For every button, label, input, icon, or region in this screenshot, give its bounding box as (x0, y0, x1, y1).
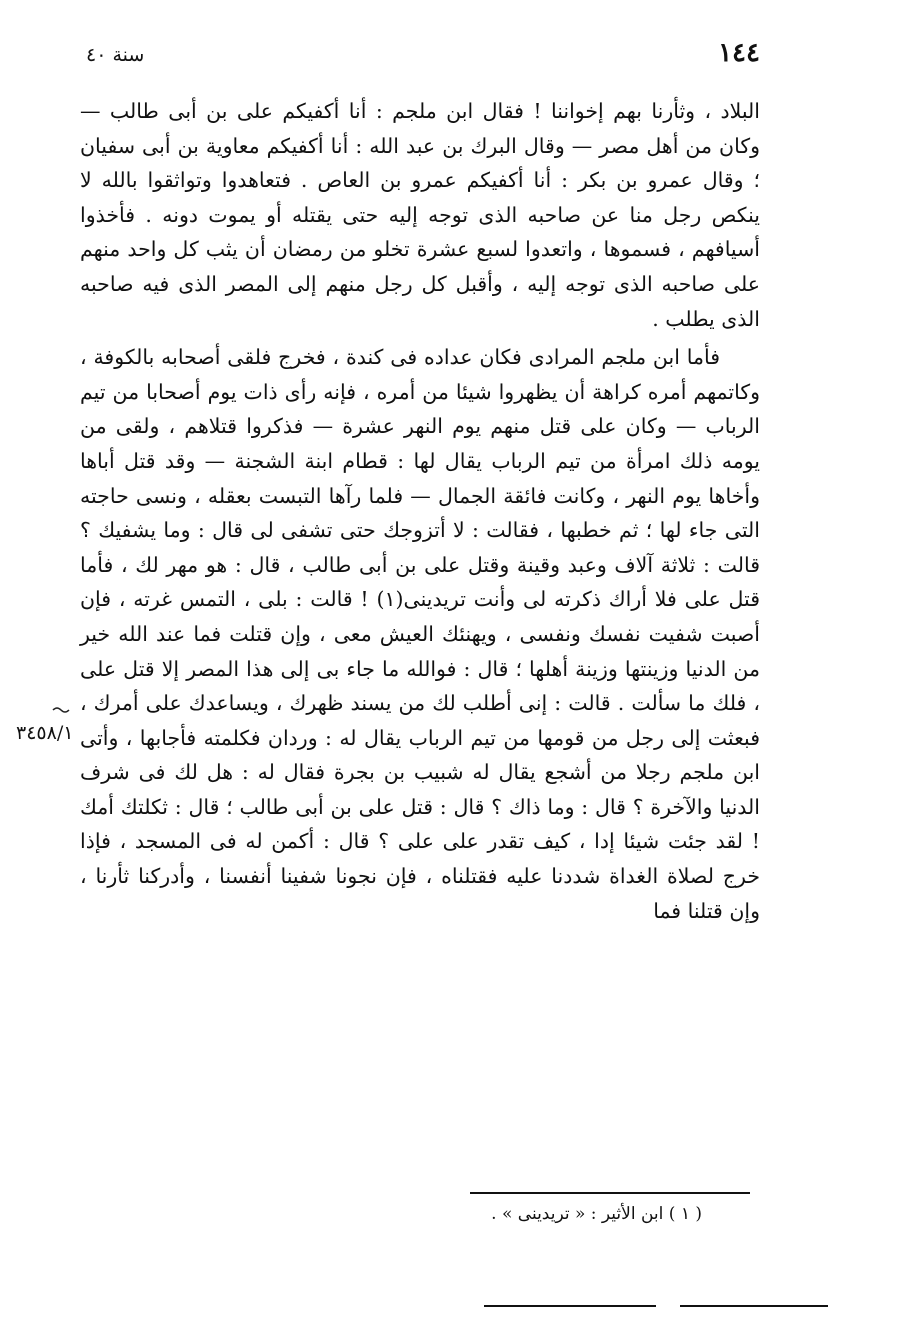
paragraph-2: فأما ابن ملجم المرادى فكان عداده فى كندة ، فخرج فلقى أصحابه بالكوفة ، وكاتمهم أمره كراهة أن يظهروا شيئا من أمره ، فإنه رأى ذات يوم أصحابا من تيم الرباب — وكان على قتل منهم يوم النهر عشرة — فذكروا قتلاهم ، ولقى من يومه ذلك امرأة من تيم الرباب يقال لها : قطام ابنة الشجنة — وقد قتل أباها وأخاها يوم النهر ، وكانت فائقة الجمال — فلما رآها التبست بعقله ، ونسى حاجته التى جاء لها ؛ ثم خطبها ، فقالت : لا أتزوجك حتى تشفى لى قال : وما يشفيك ؟ قالت : ثلاثة آلاف وعبد وقينة وقتل على بن أبى طالب ، قال : هو مهر لك ، فأما قتل على فلا أراك ذكرته لى وأنت تريدينى(١) ! قالت : بلى ، التمس غرته ، فإن أصبت شفيت نفسك ونفسى ، ويهنئك العيش معى ، وإن قتلت فما عند الله خير من الدنيا وزينتها وزينة أهلها ؛ قال : فوالله ما جاء بى إلى هذا المصر إلا قتل على ، فلك ما سألت . قالت : إنى أطلب لك من يسند ظهرك ، ويساعدك على أمرك ، فبعثت إلى رجل من قومها من تيم الرباب يقال له : وردان فكلمته فأجابها ، وأتى ابن ملجم رجلا من أشجع يقال له شبيب بن بجرة فقال له : هل لك فى شرف الدنيا والآخرة ؟ قال : وما ذاك ؟ قال : قتل على بن أبى طالب ؛ قال : ثكلتك أمك ! لقد جئت شيئا إدا ، كيف تقدر على على ؟ قال : أكمن له فى المسجد ، فإذا خرج لصلاة الغداة شددنا عليه فقتلناه ، فإن نجونا شفينا أنفسنا ، وأدركنا ثأرنا ، وإن قتلنا فما (80, 345, 760, 923)
footnote: ( ١ ) ابن الأثير : « تريدينى » . (491, 1204, 702, 1224)
page-number: ١٤٤ (718, 38, 760, 68)
bottom-rule-right (680, 1305, 828, 1307)
paragraph-1: البلاد ، وثأرنا بهم إخواننا ! فقال ابن ملجم : أنا أكفيكم على بن أبى طالب — وكان من أهل مصر — وقال البرك بن عبد الله : أنا أكفيكم معاوية بن أبى سفيان ؛ وقال عمرو بن بكر : أنا أكفيكم عمرو بن العاص . فتعاهدوا وتواثقوا بالله لا ينكص رجل منا عن صاحبه الذى توجه إليه حتى يقتله أو يموت دونه . فأخذوا أسيافهم ، فسموها ، واتعدوا لسبع عشرة تخلو من رمضان أن يثب كل واحد منهم على صاحبه الذى توجه إليه ، وأقبل كل رجل منهم إلى المصر الذى فيه صاحبه الذى يطلب . (80, 99, 760, 331)
margin-mark-icon (52, 705, 70, 715)
margin-reference: ٣٤٥٨/١ (16, 722, 74, 744)
page-header (80, 38, 760, 78)
running-year: سنة ٤٠ (86, 44, 145, 66)
footnote-divider (470, 1192, 750, 1194)
bottom-rule-left (484, 1305, 656, 1307)
main-text (80, 94, 760, 932)
